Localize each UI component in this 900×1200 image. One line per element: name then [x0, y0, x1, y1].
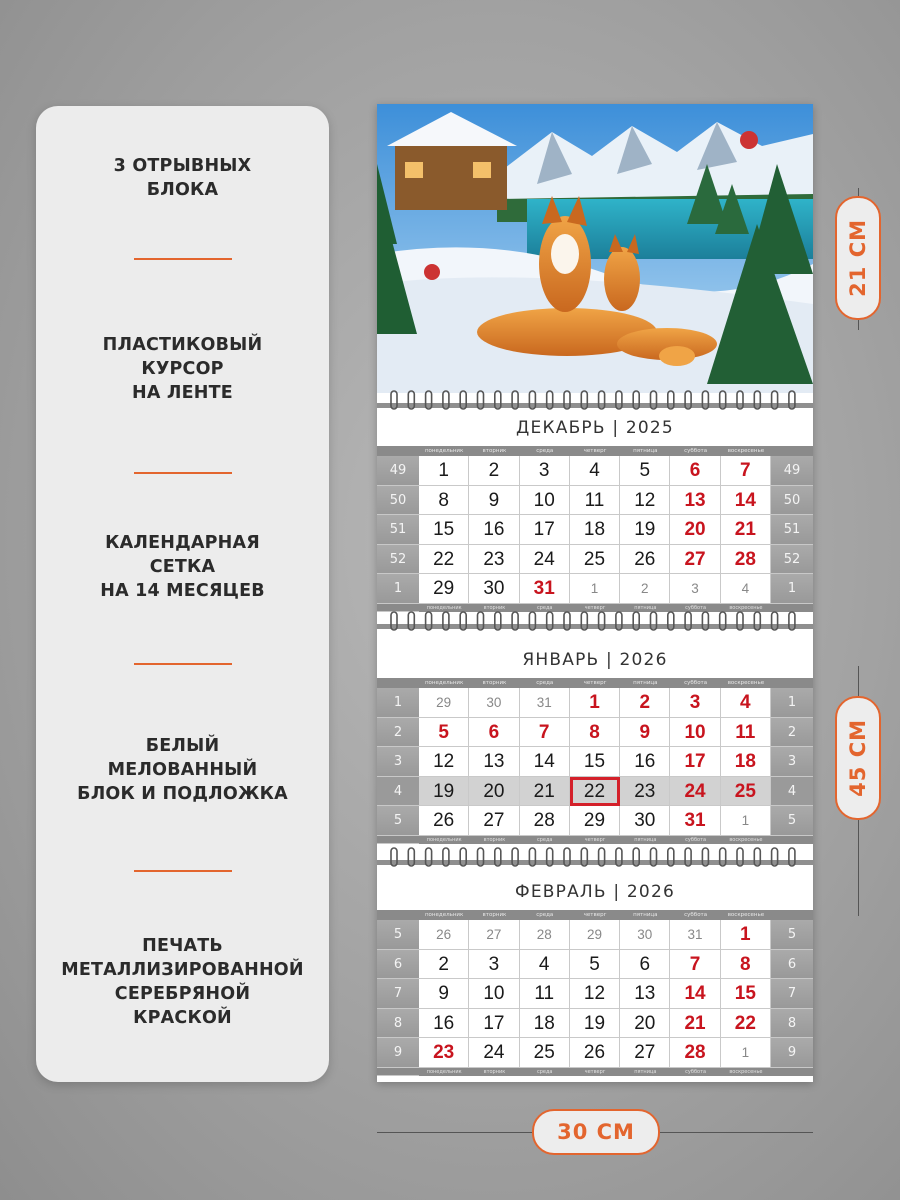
weekday-label: воскресенье — [729, 1068, 763, 1075]
height-top-label: 21 СМ — [846, 219, 870, 297]
day-cell: 6 — [469, 718, 519, 748]
day-cell: 11 — [520, 979, 570, 1009]
weekday-footer-spacer — [377, 836, 419, 844]
feature-silver-print: ПЕЧАТЬ МЕТАЛЛИЗИРОВАННОЙ СЕРЕБРЯНОЙ КРАСКОЙ — [61, 936, 304, 1028]
day-cell: 4 — [520, 950, 570, 980]
weekday-label: воскресенье — [727, 448, 765, 454]
day-cell: 8 — [419, 486, 469, 516]
day-cell: 22 — [419, 545, 469, 575]
weekday-footer-spacer — [377, 1068, 419, 1076]
day-cell: 14 — [721, 486, 771, 516]
weekday-label: воскресенье — [727, 680, 765, 686]
weekday-label: вторник — [483, 836, 506, 843]
day-cell: 8 — [570, 718, 620, 748]
weekday-label: воскресенье — [729, 604, 763, 611]
day-cell: 16 — [620, 747, 670, 777]
month-title: ФЕВРАЛЬ | 2026 — [515, 882, 675, 902]
day-cell: 1 — [721, 806, 771, 836]
day-cell: 18 — [520, 1009, 570, 1039]
day-cell: 6 — [670, 456, 720, 486]
day-cell: 26 — [620, 545, 670, 575]
day-cell: 6 — [620, 950, 670, 980]
week-row — [377, 1038, 813, 1068]
feature-divider — [134, 663, 232, 665]
weekday-label: вторник — [483, 1068, 506, 1075]
month-title: ЯНВАРЬ | 2026 — [522, 650, 668, 670]
day-cell: 30 — [469, 574, 519, 604]
day-cell: 12 — [570, 979, 620, 1009]
week-number-right: 7 — [771, 979, 813, 1009]
spiral-binding — [377, 610, 813, 632]
week-number-right: 3 — [771, 747, 813, 777]
day-cell: 10 — [469, 979, 519, 1009]
day-cell: 18 — [570, 515, 620, 545]
day-cell: 17 — [469, 1009, 519, 1039]
day-cell: 31 — [670, 806, 720, 836]
month-block-february — [377, 874, 813, 1089]
weekday-label: среда — [536, 836, 553, 843]
calendar-grid — [377, 910, 813, 1076]
height-total-label: 45 СМ — [846, 719, 870, 797]
weekday-label: пятница — [633, 448, 658, 454]
week-row — [377, 1009, 813, 1039]
day-cell: 19 — [570, 1009, 620, 1039]
weekday-label: среда — [536, 1068, 553, 1075]
day-cell: 31 — [520, 574, 570, 604]
weekday-label: понедельник — [424, 912, 464, 918]
week-number-right: 5 — [771, 806, 813, 836]
weekday-label: суббота — [684, 680, 708, 686]
week-row — [377, 920, 813, 950]
day-cell: 13 — [670, 486, 720, 516]
day-cell: 2 — [620, 688, 670, 718]
day-cell: 3 — [520, 456, 570, 486]
weekday-label: суббота — [684, 912, 708, 918]
weekday-label: четверг — [584, 836, 606, 843]
day-cell: 27 — [620, 1038, 670, 1068]
weekday-label: четверг — [584, 604, 606, 611]
day-cell: 17 — [520, 515, 570, 545]
calendar-grid — [377, 678, 813, 844]
day-cell: 21 — [520, 777, 570, 807]
day-cell: 3 — [469, 950, 519, 980]
day-cell: 23 — [469, 545, 519, 575]
day-cell: 8 — [721, 950, 771, 980]
week-row — [377, 979, 813, 1009]
day-cell: 23 — [620, 777, 670, 807]
weekday-label: четверг — [584, 1068, 606, 1075]
week-number-left: 52 — [377, 545, 419, 575]
day-cell: 9 — [620, 718, 670, 748]
day-cell: 29 — [570, 920, 620, 950]
day-cell: 7 — [670, 950, 720, 980]
day-cell: 7 — [721, 456, 771, 486]
weekday-label: среда — [536, 604, 553, 611]
current-date-cursor: 22 — [570, 777, 620, 807]
weekday-label: пятница — [634, 1068, 657, 1075]
weekday-label: суббота — [685, 836, 707, 843]
day-cell: 28 — [520, 806, 570, 836]
week-number-left: 8 — [377, 1009, 419, 1039]
week-number-left: 6 — [377, 950, 419, 980]
day-cell: 19 — [419, 777, 469, 807]
weekday-header-spacer — [377, 446, 419, 456]
day-cell: 1 — [570, 574, 620, 604]
day-cell: 4 — [721, 688, 771, 718]
day-cell: 22 — [721, 1009, 771, 1039]
day-cell: 9 — [419, 979, 469, 1009]
week-number-left: 7 — [377, 979, 419, 1009]
day-cell: 25 — [721, 777, 771, 807]
week-row — [377, 718, 813, 748]
width-label: 30 СМ — [557, 1120, 635, 1144]
month-block-december — [377, 410, 813, 630]
weekday-header-spacer — [377, 910, 419, 920]
week-number-right: 51 — [771, 515, 813, 545]
day-cell: 4 — [570, 456, 620, 486]
day-cell: 29 — [570, 806, 620, 836]
week-number-right: 6 — [771, 950, 813, 980]
day-cell: 21 — [670, 1009, 720, 1039]
weekday-label: суббота — [684, 448, 708, 454]
weekday-label: вторник — [483, 604, 506, 611]
weekday-label: пятница — [633, 680, 658, 686]
day-cell: 30 — [469, 688, 519, 718]
weekday-label: среда — [536, 912, 554, 918]
day-cell: 1 — [419, 456, 469, 486]
weekday-label: четверг — [583, 912, 607, 918]
day-cell: 29 — [419, 688, 469, 718]
day-cell: 20 — [469, 777, 519, 807]
day-cell: 13 — [620, 979, 670, 1009]
week-row — [377, 950, 813, 980]
day-cell: 15 — [419, 515, 469, 545]
week-number-left: 1 — [377, 574, 419, 604]
day-cell: 1 — [721, 1038, 771, 1068]
feature-white-paper: БЕЛЫЙ МЕЛОВАННЫЙ БЛОК И ПОДЛОЖКА — [77, 736, 288, 804]
day-cell: 20 — [620, 1009, 670, 1039]
day-cell: 25 — [520, 1038, 570, 1068]
day-cell: 1 — [570, 688, 620, 718]
day-cell: 24 — [520, 545, 570, 575]
feature-tear-off-blocks: 3 ОТРЫВНЫХ БЛОКА — [113, 156, 252, 200]
day-cell: 28 — [520, 920, 570, 950]
calendar-photo-winter-foxes — [377, 104, 813, 393]
features-panel — [36, 106, 329, 1082]
day-cell: 10 — [670, 718, 720, 748]
week-number-left: 50 — [377, 486, 419, 516]
day-cell: 24 — [469, 1038, 519, 1068]
day-cell: 16 — [419, 1009, 469, 1039]
weekday-label: понедельник — [426, 1068, 462, 1075]
calendar-grid — [377, 446, 813, 612]
day-cell: 5 — [419, 718, 469, 748]
weekday-label: пятница — [634, 836, 657, 843]
weekday-label: четверг — [583, 448, 607, 454]
feature-plastic-cursor: ПЛАСТИКОВЫЙ КУРСОР НА ЛЕНТЕ — [102, 335, 263, 403]
weekday-label: вторник — [482, 448, 507, 454]
feature-calendar-grid: КАЛЕНДАРНАЯ СЕТКА НА 14 МЕСЯЦЕВ — [100, 533, 265, 601]
weekday-label: воскресенье — [727, 912, 765, 918]
weekday-header — [377, 446, 813, 456]
weekday-label: четверг — [583, 680, 607, 686]
day-cell: 5 — [570, 950, 620, 980]
day-cell: 4 — [721, 574, 771, 604]
day-cell: 26 — [570, 1038, 620, 1068]
day-cell: 5 — [620, 456, 670, 486]
day-cell: 24 — [670, 777, 720, 807]
day-cell: 28 — [670, 1038, 720, 1068]
day-cell: 21 — [721, 515, 771, 545]
day-cell: 3 — [670, 688, 720, 718]
weekday-label: пятница — [633, 912, 658, 918]
week-number-right: 4 — [771, 777, 813, 807]
month-block-january — [377, 642, 813, 867]
weekday-header — [377, 910, 813, 920]
weekday-label: вторник — [482, 912, 507, 918]
day-cell: 2 — [419, 950, 469, 980]
week-number-right: 49 — [771, 456, 813, 486]
week-number-left: 3 — [377, 747, 419, 777]
day-cell: 19 — [620, 515, 670, 545]
day-cell: 12 — [620, 486, 670, 516]
week-number-right: 2 — [771, 718, 813, 748]
width-badge — [532, 1109, 660, 1155]
week-row — [377, 515, 813, 545]
week-row — [377, 806, 813, 836]
day-cell: 30 — [620, 806, 670, 836]
week-row — [377, 688, 813, 718]
week-number-right: 1 — [771, 574, 813, 604]
day-cell: 17 — [670, 747, 720, 777]
weekday-label: среда — [536, 448, 554, 454]
week-number-left: 5 — [377, 806, 419, 836]
day-cell: 26 — [419, 920, 469, 950]
week-row — [377, 456, 813, 486]
day-cell: 30 — [620, 920, 670, 950]
day-cell: 14 — [670, 979, 720, 1009]
weekday-label: суббота — [685, 604, 707, 611]
day-cell: 2 — [469, 456, 519, 486]
week-number-left: 1 — [377, 688, 419, 718]
week-row — [377, 574, 813, 604]
weekday-footer — [377, 1068, 813, 1076]
week-number-right: 1 — [771, 688, 813, 718]
feature-divider — [134, 258, 232, 260]
day-cell: 13 — [469, 747, 519, 777]
week-number-left: 51 — [377, 515, 419, 545]
weekday-footer — [377, 836, 813, 844]
weekday-header-spacer — [377, 678, 419, 688]
weekday-label: понедельник — [426, 604, 462, 611]
spiral-binding — [377, 389, 813, 411]
day-cell: 14 — [520, 747, 570, 777]
weekday-label: вторник — [482, 680, 507, 686]
height-total-badge — [835, 696, 881, 820]
day-cell: 12 — [419, 747, 469, 777]
day-cell: 25 — [570, 545, 620, 575]
day-cell: 28 — [721, 545, 771, 575]
day-cell: 15 — [721, 979, 771, 1009]
day-cell: 7 — [520, 718, 570, 748]
day-cell: 11 — [721, 718, 771, 748]
week-row — [377, 486, 813, 516]
day-cell: 9 — [469, 486, 519, 516]
day-cell: 1 — [721, 920, 771, 950]
day-cell: 15 — [570, 747, 620, 777]
week-number-right: 5 — [771, 920, 813, 950]
spiral-binding — [377, 846, 813, 868]
week-number-right: 50 — [771, 486, 813, 516]
day-cell: 2 — [620, 574, 670, 604]
week-row — [377, 545, 813, 575]
weekday-label: пятница — [634, 604, 657, 611]
week-number-left: 49 — [377, 456, 419, 486]
feature-divider — [134, 870, 232, 872]
feature-divider — [134, 472, 232, 474]
weekday-label: суббота — [685, 1068, 707, 1075]
day-cell: 23 — [419, 1038, 469, 1068]
week-number-left: 4 — [377, 777, 419, 807]
weekday-header — [377, 678, 813, 688]
day-cell: 27 — [469, 806, 519, 836]
day-cell: 16 — [469, 515, 519, 545]
weekday-label: понедельник — [424, 448, 464, 454]
day-cell: 11 — [570, 486, 620, 516]
weekday-label: понедельник — [424, 680, 464, 686]
day-cell: 10 — [520, 486, 570, 516]
day-cell: 31 — [520, 688, 570, 718]
weekday-label: понедельник — [426, 836, 462, 843]
day-cell: 27 — [670, 545, 720, 575]
weekday-label: воскресенье — [729, 836, 763, 843]
day-cell: 27 — [469, 920, 519, 950]
day-cell: 18 — [721, 747, 771, 777]
week-number-left: 2 — [377, 718, 419, 748]
week-number-right: 9 — [771, 1038, 813, 1068]
week-number-right: 52 — [771, 545, 813, 575]
day-cell: 29 — [419, 574, 469, 604]
week-row — [377, 747, 813, 777]
height-top-badge — [835, 196, 881, 320]
weekday-label: среда — [536, 680, 554, 686]
week-number-right: 8 — [771, 1009, 813, 1039]
month-title: ДЕКАБРЬ | 2025 — [516, 418, 674, 438]
week-number-left: 9 — [377, 1038, 419, 1068]
day-cell: 20 — [670, 515, 720, 545]
wall-calendar — [377, 104, 813, 1082]
week-number-left: 5 — [377, 920, 419, 950]
day-cell: 26 — [419, 806, 469, 836]
day-cell: 31 — [670, 920, 720, 950]
week-row — [377, 777, 813, 807]
day-cell: 3 — [670, 574, 720, 604]
